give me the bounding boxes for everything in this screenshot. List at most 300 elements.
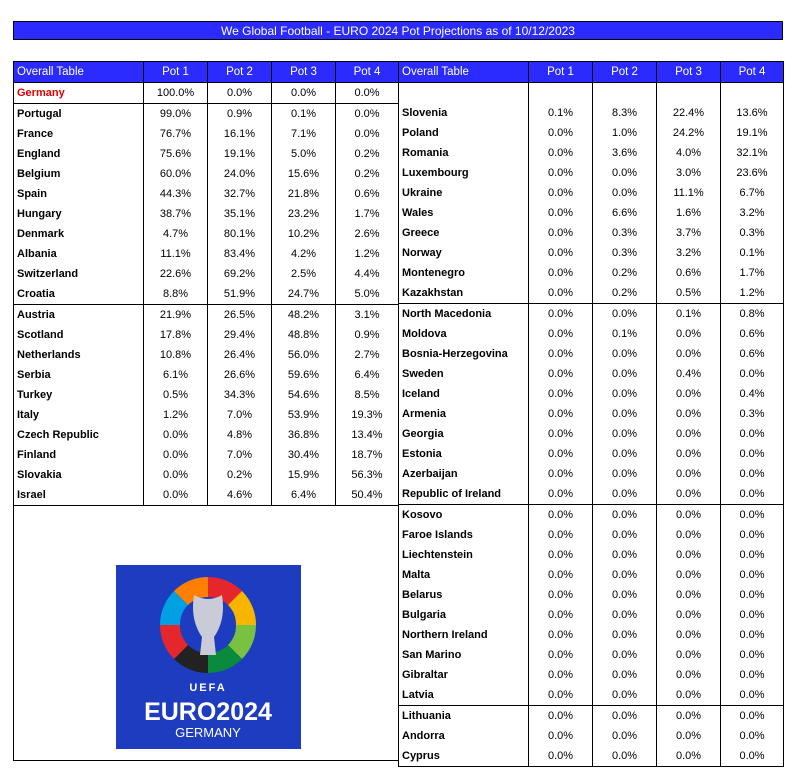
table-row [399,424,784,444]
team-name-cell: England [14,144,144,164]
right-pot-table [398,61,784,767]
pot2-cell: 0.0% [593,685,657,706]
pot4-cell: 0.0% [739,487,765,500]
pot4-cell: 0.0% [739,668,765,681]
table-row [399,103,784,123]
table-row [399,303,784,324]
team-name-cell: Slovakia [14,465,144,485]
pot3-cell: 1.6% [657,203,721,223]
team-name-cell: Wales [399,203,529,223]
pot2-cell: 0.0% [593,364,657,384]
pot3-cell: 4.0% [657,143,721,163]
table-row [14,305,399,326]
pot2-cell: 3.6% [593,143,657,163]
pot2-cell: 16.1% [208,124,272,144]
table-row [399,705,784,726]
pot3-cell: 0.0% [657,565,721,585]
pot1-cell: 0.1% [529,103,593,123]
pot2-cell: 0.0% [593,504,657,525]
pot2-cell: 0.0% [208,83,272,104]
table-row [399,525,784,545]
pot4-cell: 0.0% [336,124,399,144]
pot1-cell: 0.0% [529,143,593,163]
team-name-cell: Gibraltar [399,665,529,685]
table-row [14,184,399,204]
pot2-cell: 19.1% [208,144,272,164]
pot3-cell: 0.0% [657,525,721,545]
pot4-cell: 0.2% [336,144,399,164]
pot2-cell: 0.0% [593,303,657,324]
pot3-cell: 48.2% [272,305,336,326]
pot4-cell: 1.7% [739,266,765,279]
column-header-pot1: Pot 1 [529,62,593,83]
pot3-cell: 48.8% [272,325,336,345]
pot1-cell [529,83,593,103]
pot3-cell: 24.7% [272,284,336,305]
pot4-cell: 19.3% [336,405,399,425]
table-row [14,365,399,385]
pot1-cell: 75.6% [144,144,208,164]
pot1-cell: 60.0% [144,164,208,184]
pot1-cell: 0.0% [529,464,593,484]
pot1-cell: 100.0% [144,83,208,104]
pot1-cell: 76.7% [144,124,208,144]
pot1-cell: 0.0% [529,163,593,183]
pot1-cell: 0.0% [529,384,593,404]
team-name-cell: Lithuania [399,705,529,726]
table-row [14,224,399,244]
pot1-cell: 8.8% [144,284,208,305]
pot3-cell: 3.7% [657,223,721,243]
pot2-cell: 0.0% [593,525,657,545]
pot1-cell: 0.0% [529,504,593,525]
pot2-cell: 8.3% [593,103,657,123]
pot3-cell [657,83,721,103]
pot3-cell: 30.4% [272,445,336,465]
team-name-cell: Estonia [399,444,529,464]
team-name-cell: Germany [14,83,144,104]
column-header-pot2: Pot 2 [593,62,657,83]
team-name-cell [399,83,529,103]
pot4-cell: 1.2% [739,286,765,299]
pot1-cell: 0.0% [529,364,593,384]
pot2-cell: 1.0% [593,123,657,143]
table-row [14,385,399,405]
pot3-cell: 0.0% [657,344,721,364]
table-row [14,345,399,365]
pot3-cell: 5.0% [272,144,336,164]
pot2-cell: 0.2% [593,283,657,304]
pot1-cell: 0.0% [529,303,593,324]
uefa-text: UEFA [189,682,227,694]
pot3-cell: 21.8% [272,184,336,204]
pot4-cell: 0.0% [739,427,765,440]
team-name-cell: Latvia [399,685,529,706]
table-row [399,324,784,344]
pot4-cell: 0.0% [721,504,784,525]
team-name-cell: Denmark [14,224,144,244]
pot4-cell: 18.7% [336,445,399,465]
pot4-cell: 0.0% [336,83,399,104]
pot1-cell: 99.0% [144,104,208,125]
team-name-cell: Slovenia [399,103,529,123]
pot3-cell: 0.0% [657,585,721,605]
table-row [399,565,784,585]
pot1-cell: 10.8% [144,345,208,365]
pot2-cell: 0.0% [593,344,657,364]
pot1-cell: 0.0% [529,223,593,243]
pot2-cell: 6.6% [593,203,657,223]
team-name-cell: Montenegro [399,263,529,283]
pot2-cell: 0.0% [593,404,657,424]
pot2-cell: 4.8% [208,425,272,445]
team-name-cell: Bosnia-Herzegovina [399,344,529,364]
pot1-cell: 0.0% [529,444,593,464]
pot4-cell: 2.6% [336,224,399,244]
pot4-cell: 0.1% [739,246,765,259]
team-name-cell: Norway [399,243,529,263]
pot3-cell: 0.5% [657,283,721,304]
pot1-cell: 0.0% [144,465,208,485]
pot3-cell: 0.1% [272,104,336,125]
table-row [399,605,784,625]
column-header-pot2: Pot 2 [208,62,272,83]
column-header-pot3: Pot 3 [657,62,721,83]
pot4-cell: 0.2% [336,164,399,184]
pot4-cell: 0.9% [336,325,399,345]
pot3-cell: 0.6% [657,263,721,283]
pot2-cell: 0.2% [593,263,657,283]
pot1-cell: 0.0% [529,645,593,665]
pot3-cell: 0.0% [657,726,721,746]
pot4-cell: 23.6% [736,166,768,179]
team-name-cell: Israel [14,485,144,506]
pot3-cell: 0.0% [657,746,721,767]
team-name-cell: Belarus [399,585,529,605]
table-row [14,104,399,125]
pot4-cell: 0.3% [739,226,765,239]
pot1-cell: 0.0% [529,203,593,223]
pot4-cell: 6.7% [739,186,765,199]
pot4-cell: 4.4% [336,264,399,284]
pot4-cell: 50.4% [336,485,399,506]
table-row [399,223,784,243]
table-row [399,143,784,163]
table-row [14,264,399,284]
pot2-cell: 24.0% [208,164,272,184]
pot4-cell: 0.0% [739,467,765,480]
pot4-cell: 2.7% [336,345,399,365]
pot3-cell: 22.4% [657,103,721,123]
pot4-cell: 0.6% [739,327,765,340]
euro2024-logo [116,565,301,749]
table-row [399,665,784,685]
pot4-cell: 13.4% [336,425,399,445]
table-row [14,445,399,465]
pot4-cell: 0.0% [739,367,765,380]
pot2-cell: 0.3% [593,223,657,243]
pot1-cell: 0.0% [529,324,593,344]
team-name-cell: Croatia [14,284,144,305]
table-row [399,484,784,505]
pot2-cell: 0.0% [593,484,657,505]
pot3-cell: 0.1% [657,303,721,324]
team-name-cell: Kosovo [399,504,529,525]
pot2-cell: 7.0% [208,445,272,465]
pot2-cell: 7.0% [208,405,272,425]
table-row [399,283,784,304]
pot3-cell: 0.0% [657,504,721,525]
team-name-cell: Iceland [399,384,529,404]
team-name-cell: Albania [14,244,144,264]
team-name-cell: Switzerland [14,264,144,284]
pot2-cell: 0.0% [593,183,657,203]
left-header-row [14,62,399,83]
table-row [399,163,784,183]
pot4-cell: 0.0% [739,688,765,701]
pot1-cell: 0.0% [529,344,593,364]
column-header-pot1: Pot 1 [144,62,208,83]
pot2-cell: 80.1% [208,224,272,244]
team-name-cell: Faroe Islands [399,525,529,545]
pot2-cell: 26.4% [208,345,272,365]
pot3-cell: 7.1% [272,124,336,144]
pot4-cell: 32.1% [736,146,768,159]
pot1-cell: 0.0% [529,545,593,565]
pot4-cell: 5.0% [336,284,399,305]
pot2-cell: 0.0% [593,444,657,464]
pot2-cell: 4.6% [208,485,272,506]
pot3-cell: 6.4% [272,485,336,506]
table-row [399,726,784,746]
team-name-cell: Kazakhstan [399,283,529,304]
team-name-cell: Serbia [14,365,144,385]
table-row [399,344,784,364]
pot1-cell: 44.3% [144,184,208,204]
pot2-cell: 0.9% [208,104,272,125]
column-header-pot4: Pot 4 [721,62,784,83]
pot4-cell [721,83,784,103]
team-name-cell: Northern Ireland [399,625,529,645]
pot3-cell: 0.0% [657,484,721,505]
team-name-cell: Romania [399,143,529,163]
team-name-cell: Andorra [399,726,529,746]
team-name-cell: Cyprus [399,746,529,767]
column-header-team: Overall Table [399,62,529,83]
pot2-cell: 0.2% [208,465,272,485]
pot3-cell: 54.6% [272,385,336,405]
pot4-cell: 0.3% [739,407,765,420]
pot4-cell: 1.7% [336,204,399,224]
pot3-cell: 0.0% [272,83,336,104]
pot1-cell: 0.0% [529,585,593,605]
pot1-cell: 0.0% [144,425,208,445]
pot4-cell: 0.0% [721,746,784,767]
pot1-cell: 6.1% [144,365,208,385]
pot3-cell: 24.2% [657,123,721,143]
pot3-cell: 0.0% [657,645,721,665]
pot1-cell: 0.0% [529,484,593,505]
pot3-cell: 0.0% [657,545,721,565]
table-row [399,243,784,263]
column-header-pot3: Pot 3 [272,62,336,83]
table-row [399,183,784,203]
pot2-cell: 0.0% [593,163,657,183]
pot1-cell: 0.0% [529,705,593,726]
pot4-cell: 0.0% [739,447,765,460]
pot2-cell: 0.0% [593,424,657,444]
pot1-cell: 17.8% [144,325,208,345]
table-row [399,404,784,424]
table-row [14,465,399,485]
pot2-cell: 0.0% [593,665,657,685]
pot3-cell: 56.0% [272,345,336,365]
table-title: We Global Football - EURO 2024 Pot Projections as of 10/12/2023 [13,21,783,40]
team-name-cell: Belgium [14,164,144,184]
team-name-cell: Armenia [399,404,529,424]
pot4-cell: 13.6% [736,106,768,119]
pot2-cell: 26.5% [208,305,272,326]
pot3-cell: 0.0% [657,424,721,444]
table-row [399,364,784,384]
table-row [14,405,399,425]
pot4-cell: 0.6% [336,184,399,204]
pot3-cell: 11.1% [657,183,721,203]
pot4-cell: 3.2% [739,206,765,219]
pot3-cell: 10.2% [272,224,336,244]
pot3-cell: 59.6% [272,365,336,385]
table-row [14,425,399,445]
team-name-cell: Czech Republic [14,425,144,445]
pot1-cell: 0.0% [529,625,593,645]
pot3-cell: 0.4% [657,364,721,384]
table-row [14,204,399,224]
table-row [399,746,784,767]
pot2-cell: 0.0% [593,585,657,605]
pot3-cell: 36.8% [272,425,336,445]
team-name-cell: San Marino [399,645,529,665]
pot3-cell: 0.0% [657,384,721,404]
table-row [14,83,399,104]
team-name-cell: Azerbaijan [399,464,529,484]
pot3-cell: 0.0% [657,705,721,726]
pot3-cell: 0.0% [657,464,721,484]
right-header-row [399,62,784,83]
pot1-cell: 0.0% [529,726,593,746]
table-row [14,284,399,305]
pot1-cell: 0.0% [529,685,593,706]
euro2024-text: EURO2024 [144,698,272,726]
pot4-cell: 0.0% [739,608,765,621]
pot1-cell: 0.0% [529,605,593,625]
pot1-cell: 0.0% [529,123,593,143]
pot2-cell: 34.3% [208,385,272,405]
pot4-cell: 8.5% [336,385,399,405]
pot4-cell: 0.0% [739,648,765,661]
pot1-cell: 0.0% [529,263,593,283]
team-name-cell: Scotland [14,325,144,345]
pot1-cell: 0.0% [529,525,593,545]
pot4-cell: 0.0% [739,588,765,601]
table-row [14,164,399,184]
pot2-cell: 29.4% [208,325,272,345]
table-row [399,123,784,143]
table-row [399,203,784,223]
team-name-cell: Sweden [399,364,529,384]
team-name-cell: Bulgaria [399,605,529,625]
team-name-cell: Poland [399,123,529,143]
pot4-cell: 19.1% [736,126,768,139]
pot2-cell: 0.0% [593,746,657,767]
pot4-cell: 3.1% [336,305,399,326]
pot3-cell: 0.0% [657,625,721,645]
pot2-cell: 35.1% [208,204,272,224]
pot4-cell: 0.0% [721,705,784,726]
pot3-cell: 0.0% [657,444,721,464]
pot2-cell: 69.2% [208,264,272,284]
pot2-cell: 51.9% [208,284,272,305]
pot4-cell: 0.0% [739,729,765,742]
pot1-cell: 38.7% [144,204,208,224]
pot2-cell: 0.0% [593,384,657,404]
column-header-team: Overall Table [14,62,144,83]
pot4-cell: 56.3% [336,465,399,485]
table-row [399,444,784,464]
table-row [14,144,399,164]
team-name-cell: Spain [14,184,144,204]
team-name-cell: Luxembourg [399,163,529,183]
pot1-cell: 0.0% [529,283,593,304]
table-row [14,244,399,264]
pot1-cell: 0.0% [529,746,593,767]
team-name-cell: Moldova [399,324,529,344]
team-name-cell: Georgia [399,424,529,444]
table-row [399,685,784,706]
pot2-cell: 0.3% [593,243,657,263]
pot1-cell: 21.9% [144,305,208,326]
pot3-cell: 23.2% [272,204,336,224]
team-name-cell: Finland [14,445,144,465]
pot1-cell: 0.0% [529,424,593,444]
pot1-cell: 22.6% [144,264,208,284]
pot2-cell [593,83,657,103]
team-name-cell: Malta [399,565,529,585]
table-row [399,464,784,484]
pot2-cell: 32.7% [208,184,272,204]
pot4-cell: 0.0% [739,628,765,641]
pot2-cell: 26.6% [208,365,272,385]
pot4-cell: 6.4% [336,365,399,385]
pot3-cell: 0.0% [657,324,721,344]
team-name-cell: Italy [14,405,144,425]
pot1-cell: 1.2% [144,405,208,425]
pot4-cell: 0.4% [739,387,765,400]
pot2-cell: 0.1% [593,324,657,344]
trophy-ring-icon [160,577,256,673]
table-row [399,645,784,665]
pot3-cell: 2.5% [272,264,336,284]
pot2-cell: 0.0% [593,645,657,665]
pot4-cell: 0.0% [336,104,399,125]
table-row [399,545,784,565]
pot1-cell: 0.0% [529,665,593,685]
table-row [399,83,784,103]
column-header-pot4: Pot 4 [336,62,399,83]
pot4-cell: 0.0% [739,568,765,581]
pot2-cell: 0.0% [593,726,657,746]
pot3-cell: 53.9% [272,405,336,425]
pot1-cell: 0.0% [529,243,593,263]
